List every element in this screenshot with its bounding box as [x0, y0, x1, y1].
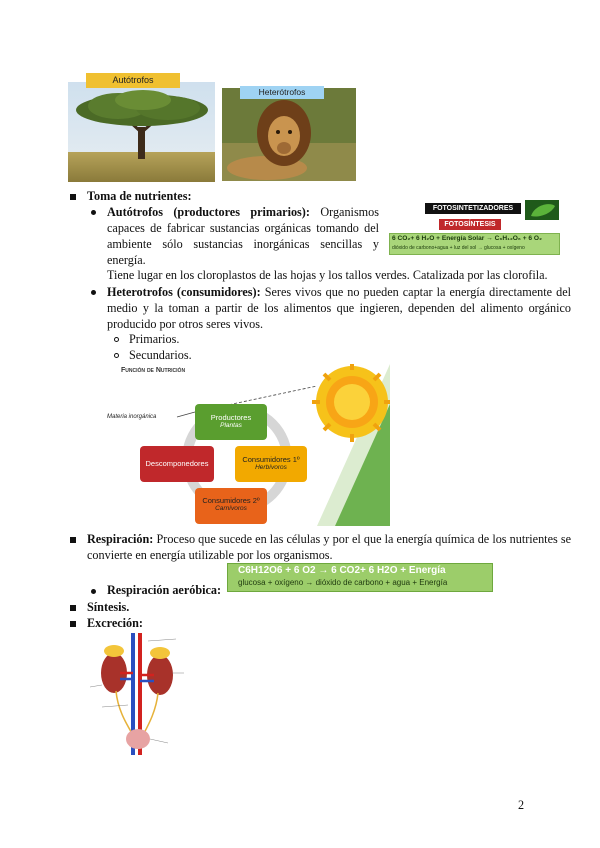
bullet-dot — [91, 589, 96, 594]
productores-sub: Plantas — [220, 422, 242, 429]
heterotrofos-paragraph — [107, 284, 571, 332]
respiracion-text: Proceso que sucede en las células y por el que la energía química de los nutrientes se convierte en energía utilizable por los organismos. — [87, 532, 571, 562]
consumidores1-box — [235, 446, 307, 482]
consumidores1-label: Consumidores 1º — [242, 455, 300, 464]
productores-box — [195, 404, 267, 440]
heterotrofos-photo — [222, 88, 356, 181]
autotrofos-label: Autótrofos — [86, 73, 180, 88]
heterotrofos-label: Heterótrofos — [240, 86, 324, 99]
productores-label: Productores — [210, 413, 252, 422]
kidney-illustration — [88, 633, 188, 755]
sub-item-secundarios: Secundarios. — [129, 348, 192, 362]
bullet-square — [70, 605, 76, 611]
aerobica-label: Respiración aeróbica: — [107, 583, 222, 597]
respiracion-eq-line1: C6H12O6 + 6 O2 → 6 CO2+ 6 H2O + Energía — [238, 565, 446, 576]
bullet-dot — [91, 290, 96, 295]
sun-icon — [312, 364, 390, 442]
descomponedores-label: Descomponedores — [145, 459, 209, 468]
materia-label: Materia inorgánica — [107, 414, 157, 420]
autotrofos-text: Organismos capaces de fabricar sustancias orgánicas tomando del ambiente sólo sustancias inorgánicas sencillas y energía. — [107, 205, 379, 267]
nutrientes-heading: Toma de nutrientes: — [87, 189, 192, 203]
consumidores1-sub: Herbívoros — [255, 464, 287, 471]
autotrofos-extra: Tiene lugar en los cloroplastos de las hojas y los tallos verdes. Catalizada por las clorofila. — [107, 268, 548, 282]
bullet-square — [70, 621, 76, 627]
bullet-square — [70, 537, 76, 543]
respiracion-term: Respiración: — [87, 532, 154, 546]
sintesis-label: Síntesis. — [87, 600, 130, 614]
autotrofos-paragraph — [107, 204, 379, 268]
heterotrofos-term: Heterotrofos (consumidores): — [107, 285, 261, 299]
excrecion-label: Excreción: — [87, 616, 143, 630]
autotrofos-photo — [68, 82, 215, 182]
bullet-dot — [91, 210, 96, 215]
fotosintesis-figure — [389, 199, 560, 257]
sub-item-primarios: Primarios. — [129, 332, 180, 346]
bullet-circle — [114, 353, 119, 358]
consumidores2-sub: Carnívoros — [215, 505, 247, 512]
fotosintesis-subtitle: dióxido de carbono+agua + luz del sol → glucosa + oxígeno — [392, 245, 525, 251]
lion-image — [222, 88, 356, 181]
tree-image — [68, 82, 215, 182]
heterotrofos-text: Seres vivos que no pueden captar la energía directamente del medio y la toman a partir de los alimentos que ingieren, dependen del alimento orgánico producido por otros seres vivos. — [107, 285, 572, 331]
respiracion-eq-line2: glucosa + oxígeno → dióxido de carbono + agua + Energía — [238, 578, 448, 587]
fotosintesis-equation: 6 CO₂+ 6 H₂O + Energía Solar → C₆H₁₂O₆ + 6 O₂ — [392, 235, 542, 242]
autotrofos-term: Autótrofos (productores primarios): — [107, 205, 310, 219]
consumidores2-box — [195, 488, 267, 524]
descomponedores-box — [140, 446, 214, 482]
respiracion-paragraph — [87, 531, 571, 563]
consumidores2-label: Consumidores 2º — [202, 496, 260, 505]
excretory-system-image — [88, 633, 188, 755]
bullet-circle — [114, 337, 119, 342]
leaf-icon — [525, 200, 559, 220]
diagram-title: Función de Nutrición — [121, 367, 186, 374]
nutrition-diagram — [107, 364, 390, 526]
bullet-square — [70, 194, 76, 200]
page-number: 2 — [518, 798, 525, 812]
fotosintesis-title: FOTOSÍNTESIS — [439, 219, 501, 230]
fotosintetizadores-title: FOTOSINTETIZADORES — [425, 203, 521, 214]
